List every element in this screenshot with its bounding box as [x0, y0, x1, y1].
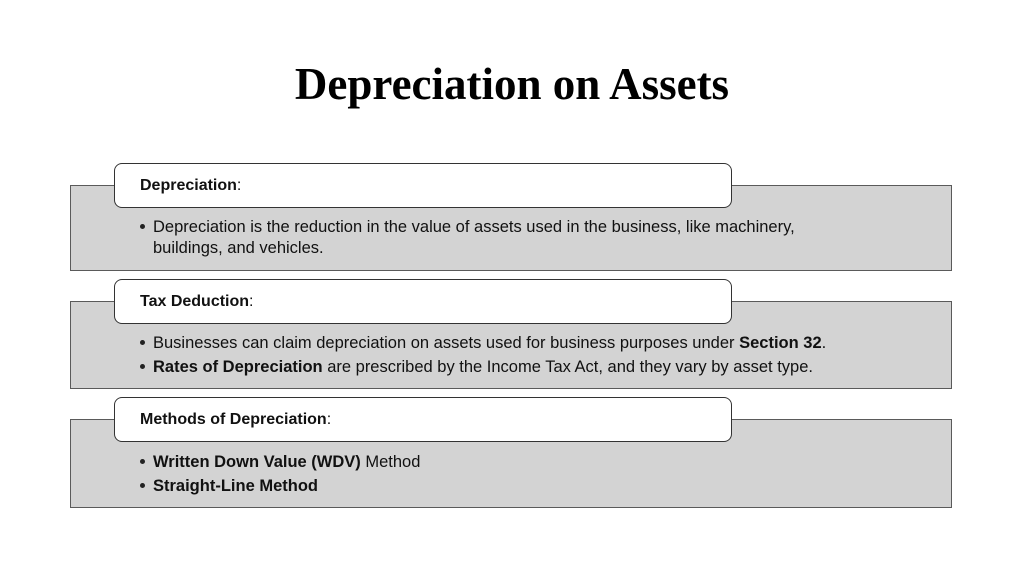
- bullet-item: [140, 452, 900, 473]
- bullet-item: [140, 357, 900, 378]
- bullet-bold-text: Written Down Value (WDV): [153, 453, 361, 471]
- bullet-list: [140, 333, 900, 381]
- bullet-text: Method: [360, 453, 421, 471]
- bullet-list: [140, 217, 840, 262]
- section-heading-tab: [114, 163, 732, 208]
- bullet-text: Businesses can claim depreciation on assets used for business purposes under: [153, 334, 740, 352]
- section-heading-suffix: :: [249, 292, 254, 310]
- bullet-text: are prescribed by the Income Tax Act, and they vary by asset type.: [322, 358, 813, 376]
- slide-title: Depreciation on Assets: [294, 59, 730, 109]
- bullet-item: [140, 333, 900, 354]
- bullet-list: [140, 452, 900, 500]
- bullet-bold-text: Straight-Line Method: [153, 477, 318, 495]
- bullet-item: [140, 476, 900, 497]
- bullet-text: Depreciation is the reduction in the value of assets used in the business, like machinery, buildings, and vehicles.: [153, 218, 795, 257]
- section-heading-tab: [114, 279, 732, 324]
- bullet-item: [140, 217, 840, 259]
- section-heading: Tax Deduction: [140, 292, 250, 310]
- bullet-text: .: [821, 334, 827, 352]
- section-heading: Depreciation: [140, 176, 237, 194]
- bullet-bold-text: Rates of Depreciation: [153, 358, 323, 376]
- bullet-bold-text: Section 32: [739, 334, 822, 352]
- section-heading: Methods of Depreciation: [140, 410, 327, 428]
- section-heading-suffix: :: [236, 176, 242, 194]
- section-heading-suffix: :: [326, 410, 332, 428]
- section-heading-tab: [114, 397, 732, 442]
